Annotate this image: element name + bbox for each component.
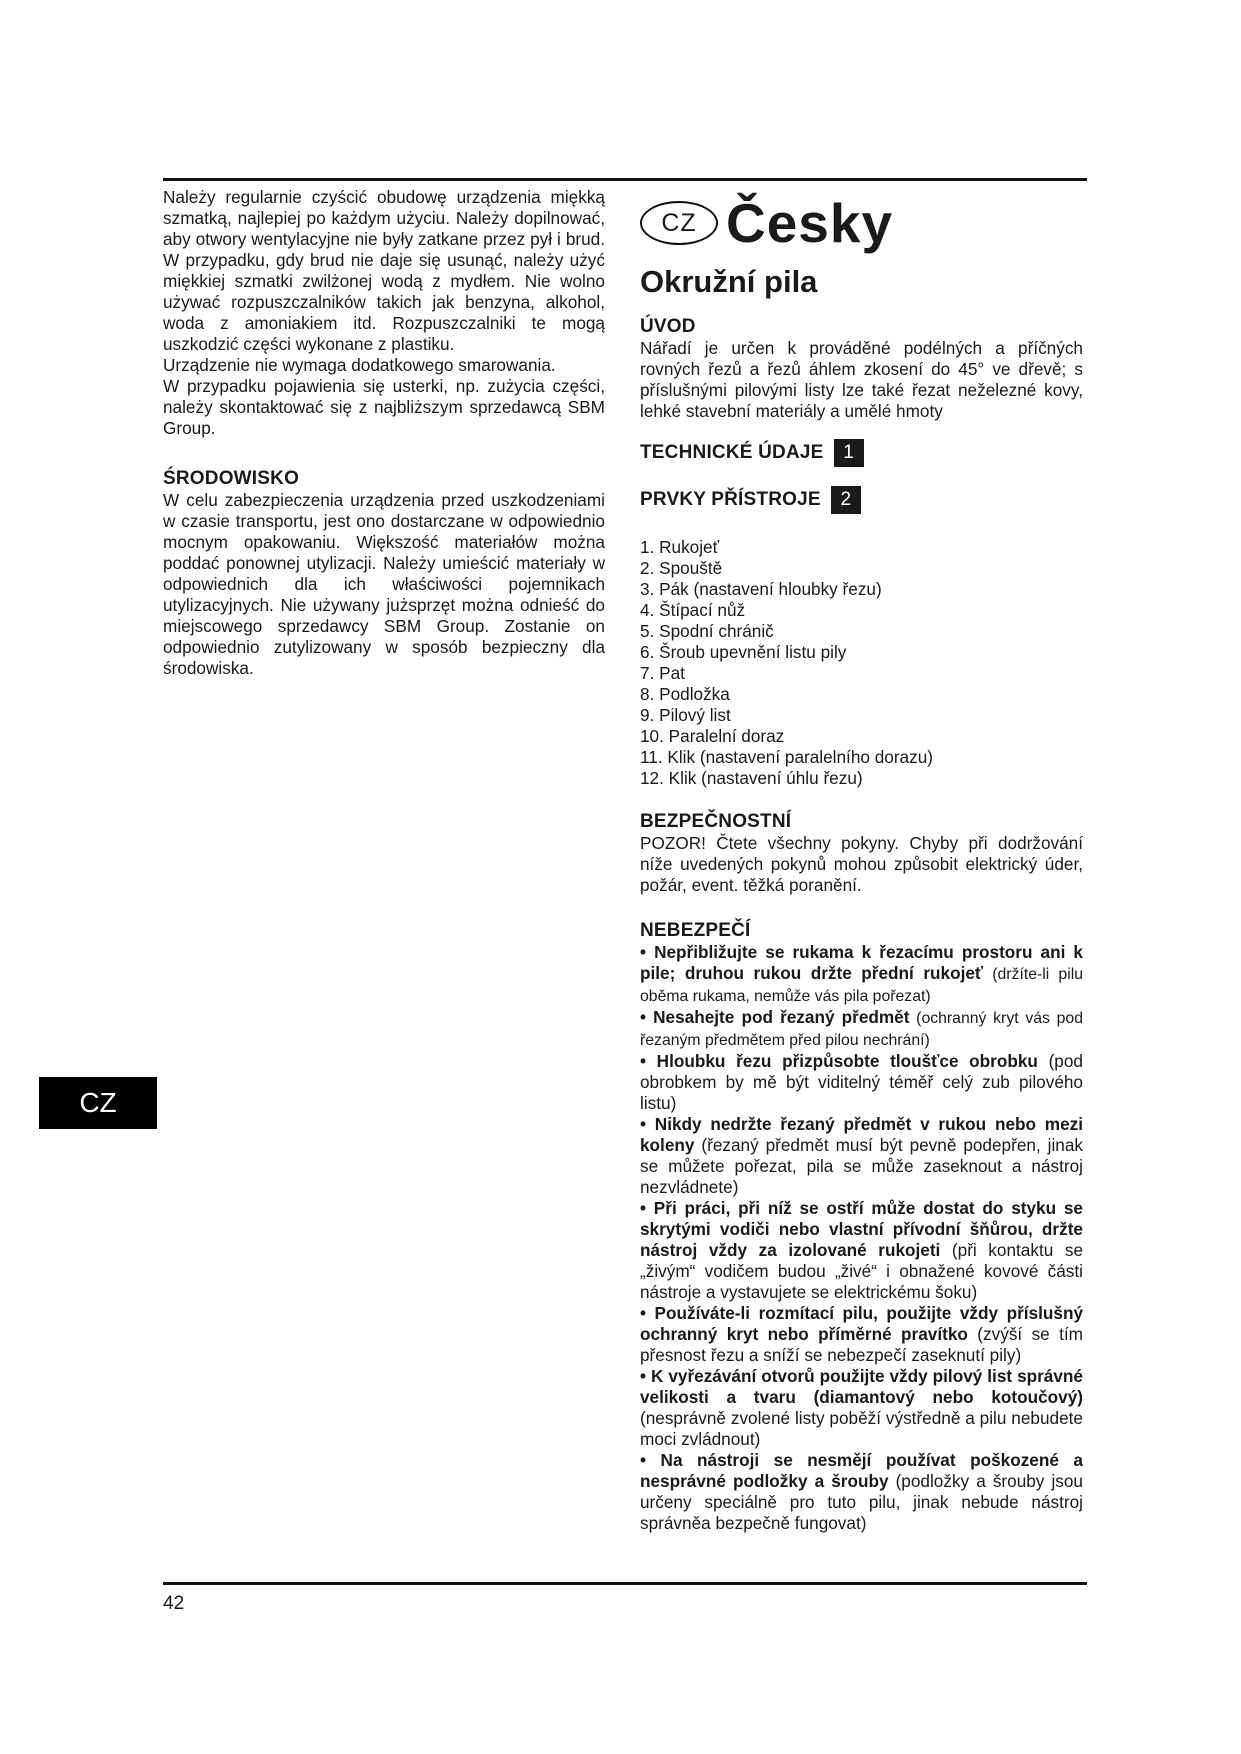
environment-paragraph: W celu zabezpieczenia urządzenia przed uszkodzeniami w czasie transportu, jest ono dostarczane w odpowiednio mocnym opakowaniu. Większość materiałów można poddać ponownej utylizacji. Należy umieścić materiały w odpowiednich dla ich właściwości pojemnikach utylizacyjnych. Nie używany jużsprzęt można odnieść do miejscowego sprzedawcy SBM Group. Zostanie on odpowiednio zutylizowany w sposób bezpieczny dla środowiska. [163,490,605,678]
parts-heading: PRVKY PŘÍSTROJE [640,489,821,510]
language-header [640,191,1083,255]
page-number: 42 [163,1593,185,1614]
right-column [640,187,1083,1534]
top-rule [163,178,1087,181]
danger-item: • Nikdy nedržte řezaný předmět v rukou nebo mezi koleny (řezaný předmět musí být pevně podepřen, jinak se můžete pořezat, pila se může zaseknout a nástroj nezvládnete) [640,1114,1083,1197]
danger-item: • Při práci, při níž se ostří může dostat do styku se skrytými vodiči nebo vlastní přívodní šňůrou, držte nástroj vždy za izolované rukojeti (při kontaktu se „živým“ vodičem budou „živé“ i obnažené kovové části nástroje a vystavujete se elektrickému šoku) [640,1198,1083,1302]
danger-heading: NEBEZPEČÍ [640,920,751,941]
bottom-rule [163,1582,1087,1585]
language-title: Česky [726,192,894,254]
tech-data-heading-row [640,438,1083,468]
service-paragraph: W przypadku pojawienia się usterki, np. zużycia części, należy skontaktować się z najbliższym sprzedawcą SBM Group. [163,376,605,438]
list-item: 7. Pat [640,663,685,683]
list-item: 4. Štípací nůž [640,600,746,620]
danger-item: • Nesahejte pod řezaný předmět (ochranný kryt vás pod řezaným předmětem před pilou nechrání) [640,1007,1083,1049]
list-item: 12. Klik (nastavení úhlu řezu) [640,768,863,788]
list-item: 11. Klik (nastavení paralelního dorazu) [640,747,933,767]
safety-heading: BEZPEČNOSTNÍ [640,811,792,832]
list-item: 10. Paralelní doraz [640,726,785,746]
danger-item: • K vyřezávání otvorů použijte vždy pilový list správné velikosti a tvaru (diamantový nebo kotoučový) (nesprávně zvolené listy poběží výstředně a pilu nebudete moci zvládnout) [640,1366,1083,1449]
danger-item: • Hloubku řezu přizpůsobte tloušťce obrobku (pod obrobkem by mě být viditelný téměř celý zub pilového listu) [640,1051,1083,1113]
safety-paragraph: POZOR! Čtete všechny pokyny. Chyby při dodržování níže uvedených pokynů mohou způsobit elektrický úder, požár, event. těžká poranění. [640,833,1083,895]
figure-badge-2: 2 [831,486,861,514]
figure-badge-1: 1 [834,439,864,467]
danger-item: • Na nástroji se nesmějí používat poškozené a nesprávné podložky a šrouby (podložky a šrouby jsou určeny speciálně pro tuto pilu, jinak nebude nástroj správněa bezpečně fungovat) [640,1450,1083,1533]
parts-list [640,537,1083,789]
list-item: 3. Pák (nastavení hloubky řezu) [640,579,882,599]
left-column [163,187,605,679]
document-title: Okružní pila [640,264,818,299]
danger-item: • Nepřibližujte se rukama k řezacímu prostoru ani k pile; druhou rukou držte přední rukojeť (držíte-li pilu oběma rukama, nemůže vás pila pořezat) [640,942,1083,1005]
danger-list [640,942,1083,1534]
intro-heading: ÚVOD [640,316,696,337]
intro-paragraph: Nářadí je určen k prováděné podélných a příčných rovných řezů a řezů áhlem zkosení do 45° ve dřevě; s příslušnými pilovými listy lze také řezat neželezné kovy, lehké stavební materiály a umělé hmoty [640,338,1083,421]
environment-heading: ŚRODOWISKO [163,468,300,489]
tech-data-heading: TECHNICKÉ ÚDAJE [640,442,824,463]
list-item: 5. Spodní chránič [640,621,774,641]
danger-item: • Používáte-li rozmítací pilu, použijte vždy příslušný ochranný kryt nebo příměrné pravítko (zvýší se tím přesnost řezu a sníží se nebezpečí zaseknutí pily) [640,1303,1083,1365]
list-item: 1. Rukojeť [640,537,720,557]
language-code-oval: CZ [640,201,718,245]
language-side-tab: CZ [39,1077,157,1129]
list-item: 9. Pilový list [640,705,731,725]
care-paragraph: Należy regularnie czyścić obudowę urządzenia miękką szmatką, najlepiej po każdym użyciu. Należy dopilnować, aby otwory wentylacyjne nie były zatkane przez pył i brud. W przypadku, gdy brud nie daje się usunąć, należy użyć miękkiej szmatki zwilżonej wodą z mydłem. Nie wolno używać rozpuszczalników takich jak benzyna, alkohol, woda z amoniakiem itd. Rozpuszczalniki te mogą uszkodzić części wykonane z plastiku. [163,187,605,354]
list-item: 2. Spouště [640,558,723,578]
parts-heading-row [640,485,1083,515]
list-item: 6. Šroub upevnění listu pily [640,642,847,662]
lubrication-paragraph: Urządzenie nie wymaga dodatkowego smarowania. [163,355,556,375]
list-item: 8. Podložka [640,684,730,704]
